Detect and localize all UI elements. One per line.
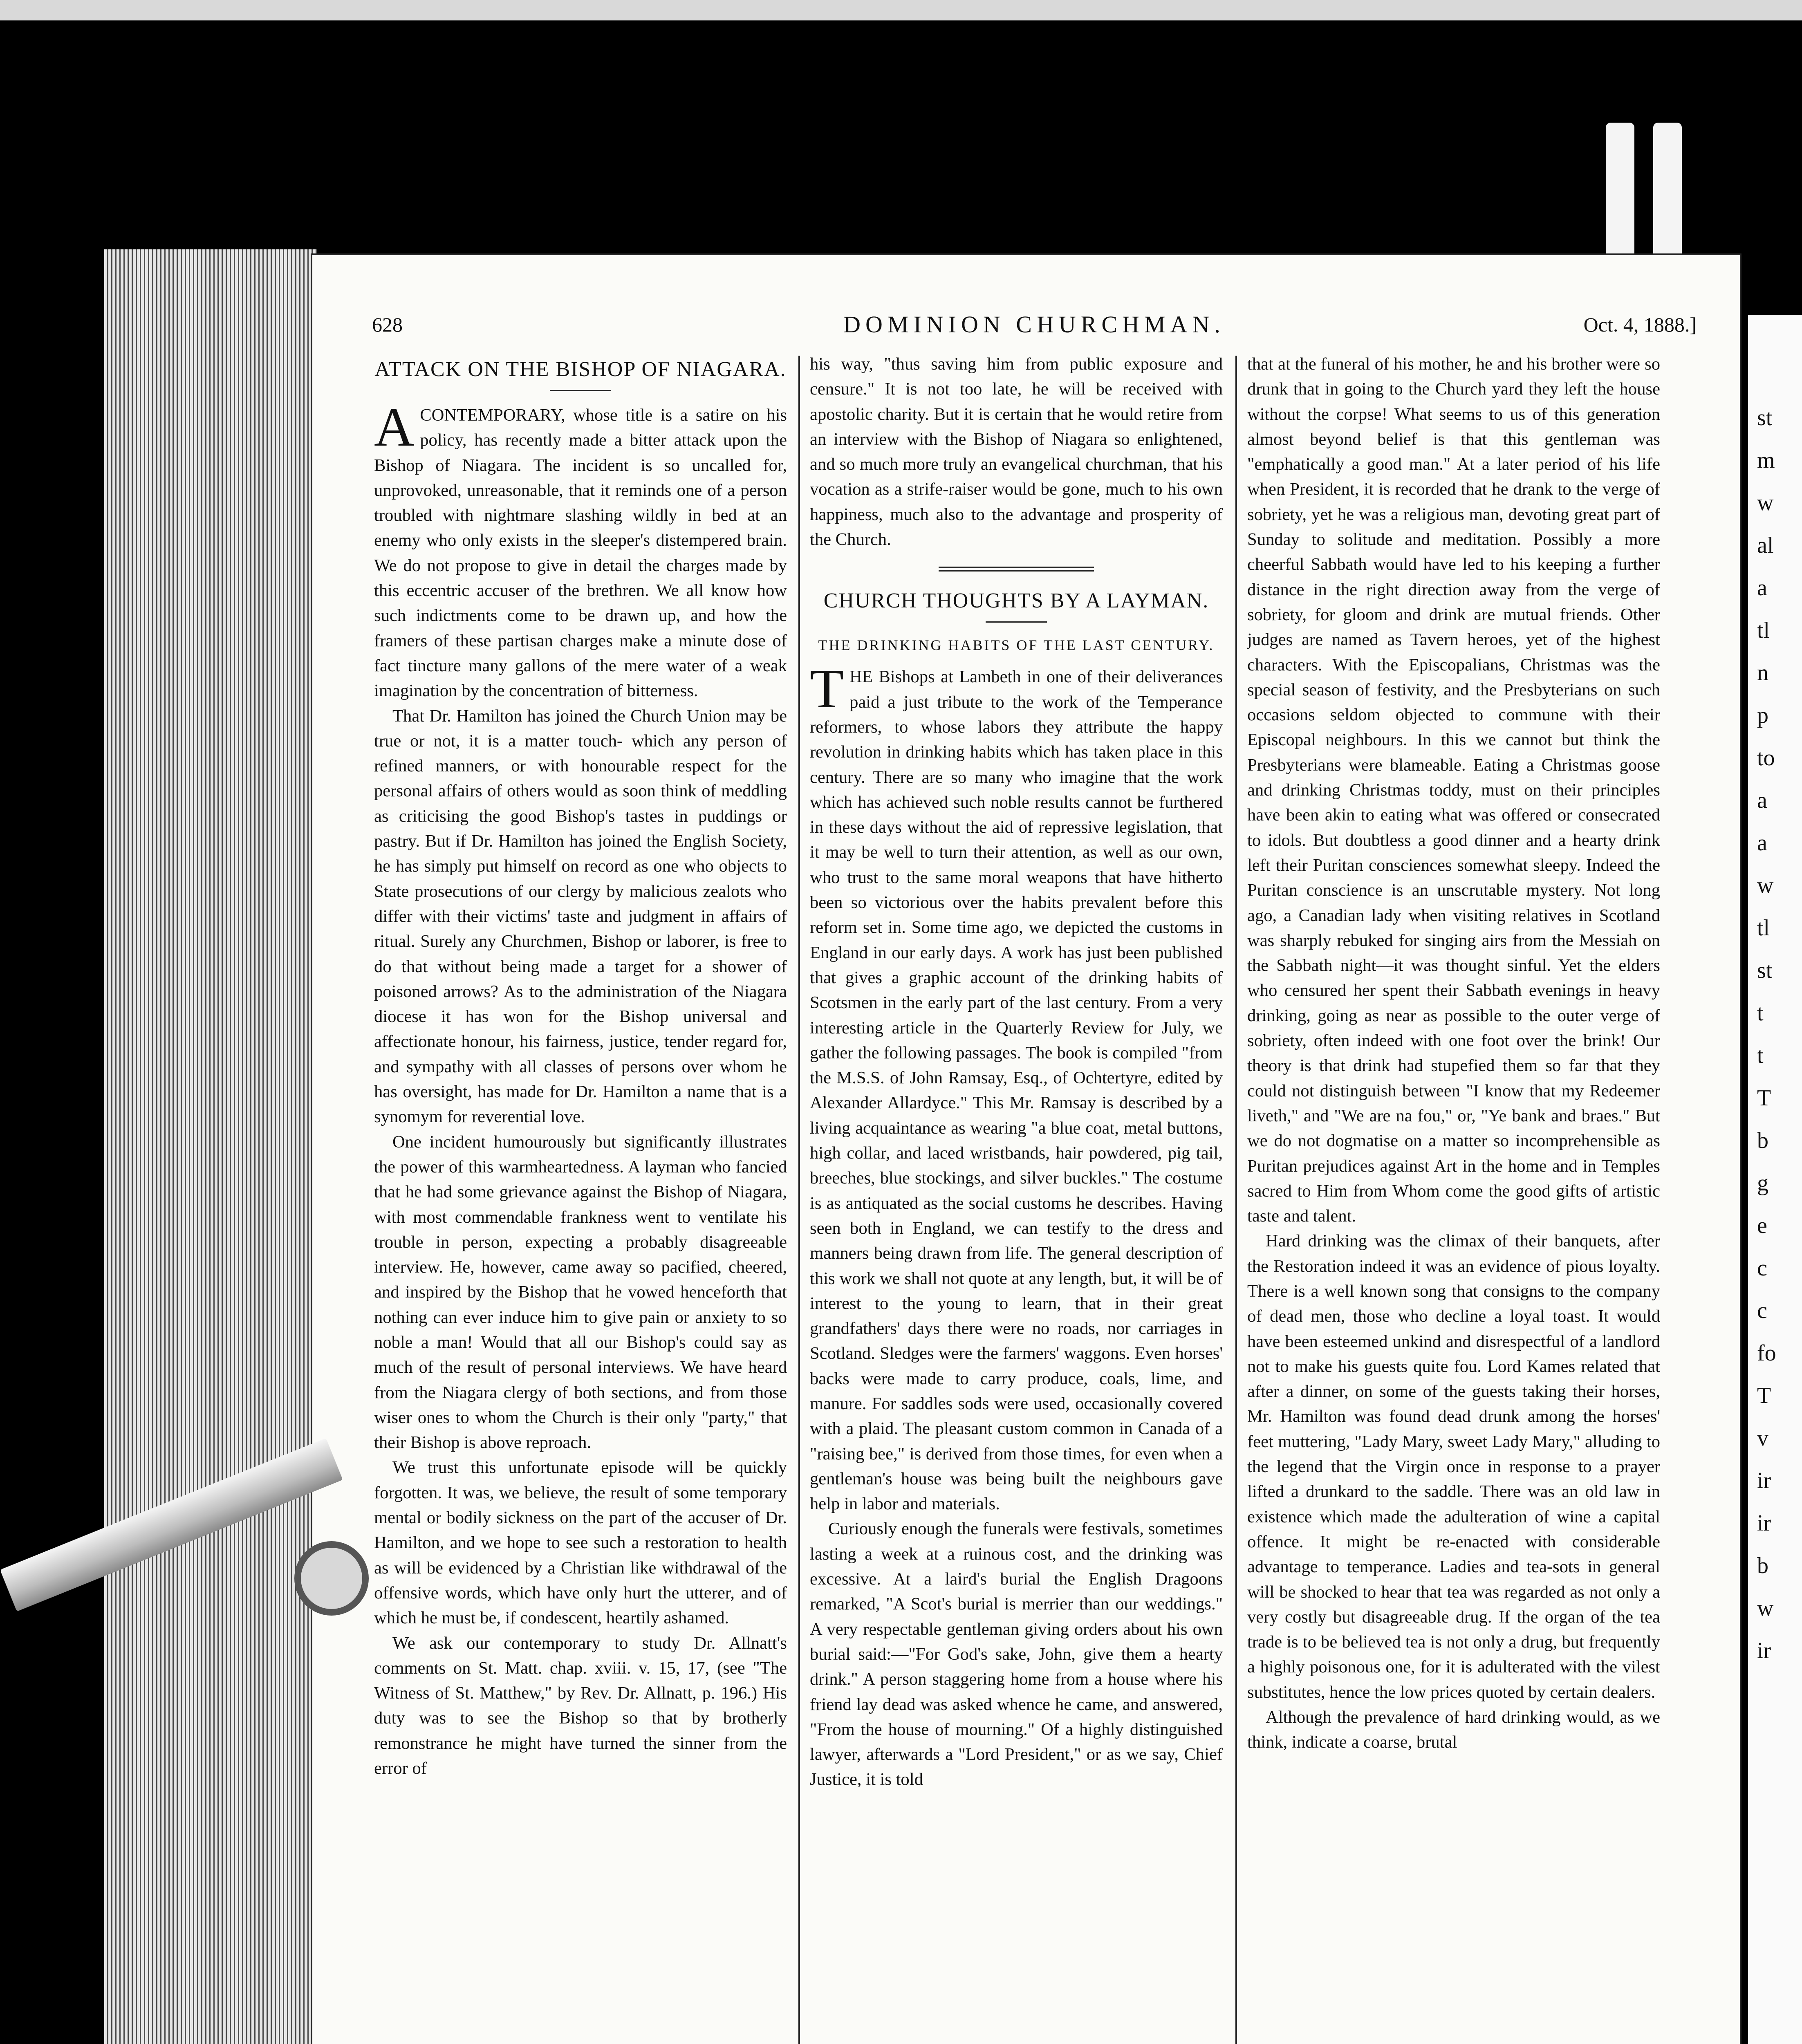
masthead-title: DOMINION CHURCHMAN. (843, 311, 1225, 338)
scanner-hold-bar (1653, 123, 1682, 262)
edge-fragment: a (1757, 830, 1767, 856)
edge-fragment: t (1757, 1000, 1764, 1026)
article-paragraph: Hard drinking was the climax of their banquets, after the Restoration indeed it was an evidence of pious loyalty. There is a well known song that consigns to the company of dead men, those who decline a loyal toast. It would have been esteemed unkind and disrespectful of a landlord not to make his guests quite fou. Lord Kames related that after a dinner, on some of the guests taking their horses, Mr. Hamilton was found dead drunk among the horses' feet muttering, "Lady Mary, sweet Lady Mary," alluding to the legend that the Virgin once in response to a prayer lifted a drunkard to the saddle. There was an old law in existence which made the adulteration of wine a capital offence. It might be re-enacted with considerable advantage to temperance. Ladies and tea-sots in general will be shocked to hear that tea was regarded as not only a very costly but disagreeable drug. If the organ of the tea trade is to be believed tea is not only a drug, but frequently a highly poisonous one, for it is adulterated with the vilest substitutes, hence the low prices quoted by certain dealers. (1247, 1231, 1660, 1702)
edge-fragment: p (1757, 703, 1768, 728)
newspaper-page (311, 253, 1741, 2044)
facing-page-edge (1748, 315, 1802, 2044)
edge-fragment: tl (1757, 915, 1770, 941)
column-1 (374, 352, 787, 2044)
article-paragraph: ACONTEMPORARY, whose title is a satire on his policy, has recently made a bitter attack upon the Bishop of Niagara. The incident is so uncalled for, unprovoked, unreasonable, that it reminds one of a person troubled with nightmare slashing wildly in bed at an enemy who only exists in the sleeper's distempered brain. We do not propose to give in detail the charges made by this eccentric accuser of the brethren. We all know how such indictments come to be drawn up, and how the framers of these partisan charges make a minute dose of fact tincture many gallons of the mere water of a weak imagination by the concentration of bitterness. (374, 397, 787, 701)
edge-fragment: T (1757, 1085, 1771, 1111)
edge-fragment: st (1757, 405, 1773, 430)
article-headline: CHURCH THOUGHTS BY A LAYMAN. (823, 589, 1209, 613)
article-paragraph: that at the funeral of his mother, he and his brother were so drunk that in going to the Church yard they left the house without the corpse! What seems to us of this generation almost beyond belief is that this gentleman was "emphatically a good man." At a later period of his life when President, it is recorded that he drank to the verge of sobriety, yet he was a religious man, devoting great part of Sunday to solitude and meditation. Possibly a more cheerful Sabbath would have led to his keeping a further distance in the right direction away from the verge of sobriety, for gloom and drink are mutual friends. Other judges are named as Tavern heroes, yet of the highest characters. With the Episcopalians, Christmas was the special season of festivity, and the Presbyterians on such occasions seldom objected to commune with their Episcopal neighbours. In this we cannot but think the Presbyterians were blameable. Eating a Christmas goose and drinking Christmas toddy, must on their principles have been akin to eating what was offered or consecrated to idols. But doubtless a good dinner and a hearty drink left their Puritan consciences somewhat sleepy. Indeed the Puritan conscience is an unscrutable mystery. Not long ago, a Canadian lady when visiting relatives in Scotland was sharply rebuked for singing airs from the Messiah on the Sabbath night—it was thought sinful. Yet the elders who censured her spent their Sabbath evenings in heavy drinking, going as near as possible to the outer verge of sobriety, often indeed with one foot over the brink! Our theory is that drink had stupefied them so far that they could not distinguish between "I know that my Redeemer liveth," and "We are na fou," or, "Ye bank and braes." But we do not dogmatise on a matter so incomprehensible as Puritan prejudices against Art in the home and in Temples sacred to Him from Whom come the good gifts of artistic taste and talent. (1247, 354, 1660, 1226)
column-3 (1247, 352, 1660, 2044)
article-paragraph: THE Bishops at Lambeth in one of their deliverances paid a just tribute to the work of the Temperance reformers, to whose labors they attribute the happy revolution in drinking habits which has taken place in this century. There are so many who imagine that the work which has achieved such noble results cannot be furthered in these days without the aid of repressive legislation, that it may be well to turn their attention, as well as our own, who trust to the same moral weapons that have hitherto been so victorious over the habits prevalent before this reform set in. Some time ago, we depicted the customs in England in our early days. A work has just been published that gives a graphic account of the drinking habits of Scotsmen in the early part of the last century. From a very interesting article in the Quarterly Review for July, we gather the following passages. The book is compiled "from the M.S.S. of John Ramsay, Esq., of Ochtertyre, edited by Alexander Allardyce." This Mr. Ramsay is described by a living acquaintance as wearing "a blue coat, metal buttons, high collar, and laced wristbands, hair powdered, pig tail, breeches, blue stockings, and silver buckles." The costume is as antiquated as the social customs he describes. Having seen both in England, we can testify to the dress and manners being drawn from life. The general description of this work we shall not quote at any length, but, it will be of interest to the young to learn, that in their great grandfathers' days there were no roads, nor carriages in Scotland. Sledges were the farmers' waggons. Even horses' backs were made to carry produce, coals, lime, and manure. For saddles sods were used, occasionally covered with a plaid. The pleasant custom common in Canada of a "raising bee," is derived from those times, for even when a gentleman's house was being built the neighbours gave help in labor and materials. (810, 658, 1223, 1514)
edge-fragment: t (1757, 1043, 1764, 1068)
article-paragraph: Although the prevalence of hard drinking would, as we think, indicate a coarse, brutal (1247, 1708, 1660, 1752)
headline-rule (986, 621, 1047, 623)
edge-fragment: ir (1757, 1638, 1771, 1663)
edge-fragment: c (1757, 1298, 1767, 1323)
drop-cap: T (810, 658, 844, 720)
article-paragraph: Curiously enough the funerals were festivals, sometimes lasting a week at a ruinous cost, and the drinking was excessive. At a laird's burial the English Dragoons remarked, "A Scot's burial is merrier than our weddings." A very respectable gentleman giving orders about his own burial said:—"For God's sake, John, give them a hearty drink." A person staggering home from a house where his friend lay dead was asked whence he came, and answered, "From the house of mourning." Of a highly distinguished lawyer, afterwards a "Lord President," or as we say, Chief Justice, it is told (810, 1519, 1223, 1789)
edge-fragment: c (1757, 1255, 1767, 1281)
edge-fragment: g (1757, 1170, 1768, 1196)
edge-fragment: b (1757, 1128, 1768, 1153)
headline-rule (550, 390, 611, 391)
edge-fragment: ir (1757, 1511, 1771, 1536)
edge-fragment: st (1757, 958, 1773, 983)
page-number: 628 (372, 313, 403, 336)
edge-fragment: m (1757, 448, 1775, 473)
edge-fragment: T (1757, 1383, 1771, 1408)
edge-fragment: w (1757, 1596, 1774, 1621)
column-2 (810, 352, 1223, 2044)
edge-fragment: fo (1757, 1340, 1776, 1366)
article-paragraph: his way, "thus saving him from public exposure and censure." It is not too late, he will be received with apostolic charity. But it is certain that he would retire from an interview with the Bishop of Niagara so enlightened, and so much more truly an evangelical churchman, that his vocation as a strife-raiser would be gone, much to his own happiness, much also to the advantage and prosperity of the Church. (810, 354, 1223, 549)
issue-date: Oct. 4, 1888.] (1583, 313, 1697, 336)
scan-top-strip (0, 0, 1802, 20)
edge-fragment: v (1757, 1425, 1768, 1451)
article-headline: ATTACK ON THE BISHOP OF NIAGARA. (374, 358, 787, 381)
page-header (372, 313, 1697, 337)
edge-fragment: a (1757, 788, 1767, 813)
article-paragraph: We trust this unfortunate episode will be quickly forgotten. It was, we believe, the result of some temporary mental or bodily sickness on the part of the accuser of Dr. Hamilton, and we hope to see such a restoration to health as will be evidenced by a Christian like withdrawal of the offensive words, which have only hurt the utterer, and of which he must be, if condescent, heartily ashamed. (374, 1458, 787, 1628)
scanner-hold-bar (1606, 123, 1634, 262)
article-subhead: THE DRINKING HABITS OF THE LAST CENTURY. (818, 637, 1215, 654)
page-holder-clip-ring (294, 1541, 369, 1616)
column-rule (1235, 356, 1237, 2044)
edge-fragment: w (1757, 490, 1774, 515)
article-paragraph: We ask our contemporary to study Dr. Allnatt's comments on St. Matt. chap. xviii. v. 15, 17, (see "The Witness of St. Matthew," by Rev. Dr. Allnatt, p. 196.) His duty was to see the Bishop so that by brotherly remonstrance he might have turned the sinner from the error of (374, 1633, 787, 1778)
edge-fragment: to (1757, 745, 1775, 771)
edge-fragment: a (1757, 575, 1767, 601)
edge-fragment: tl (1757, 618, 1770, 643)
edge-fragment: al (1757, 533, 1774, 558)
column-rule (798, 356, 800, 2044)
edge-fragment: w (1757, 873, 1774, 898)
book-page-edges (104, 249, 317, 2044)
edge-fragment: e (1757, 1213, 1767, 1238)
article-paragraph: One incident humourously but significantly illustrates the power of this warmheartedness. A layman who fancied that he had some grievance against the Bishop of Niagara, with most commendable frankness went to ventilate his trouble in person, expecting a probably disagreeable interview. He, however, came away so pacified, cheered, and inspired by the Bishop that he vowed henceforth that nothing can ever induce him to give pain or anxiety to so noble a man! Would that all our Bishop's could say as much of the result of personal interviews. We have heard from the Niagara clergy of both sections, and from those wiser ones to whom the Church is their only "party," that their Bishop is above reproach. (374, 1132, 787, 1452)
section-divider (939, 567, 1094, 572)
edge-fragment: b (1757, 1553, 1768, 1578)
edge-fragment: ir (1757, 1468, 1771, 1493)
drop-cap: A (374, 397, 415, 458)
edge-fragment: n (1757, 660, 1768, 686)
article-paragraph: That Dr. Hamilton has joined the Church Union may be true or not, it is a matter touch- which any person of refined manners, or with honourable respect for the personal affairs of others would as soon think of meddling as criticising the good Bishop's tastes in puddings or pastry. But if Dr. Hamilton has joined the English Society, he has simply put himself on record as one who objects to State prosecutions of our clergy by malicious zealots who differ with their victims' taste and judgment in affairs of ritual. Surely any Churchmen, Bishop or laborer, is free to do that without being made a target for a shower of poisoned arrows? As to the administration of the Niagara diocese it has won for the Bishop universal and affectionate honour, his fairness, justice, tender regard for, and sympathy with all classes of persons over whom he has oversight, has made for Dr. Hamilton a name that is a synomym for reverential love. (374, 706, 787, 1127)
